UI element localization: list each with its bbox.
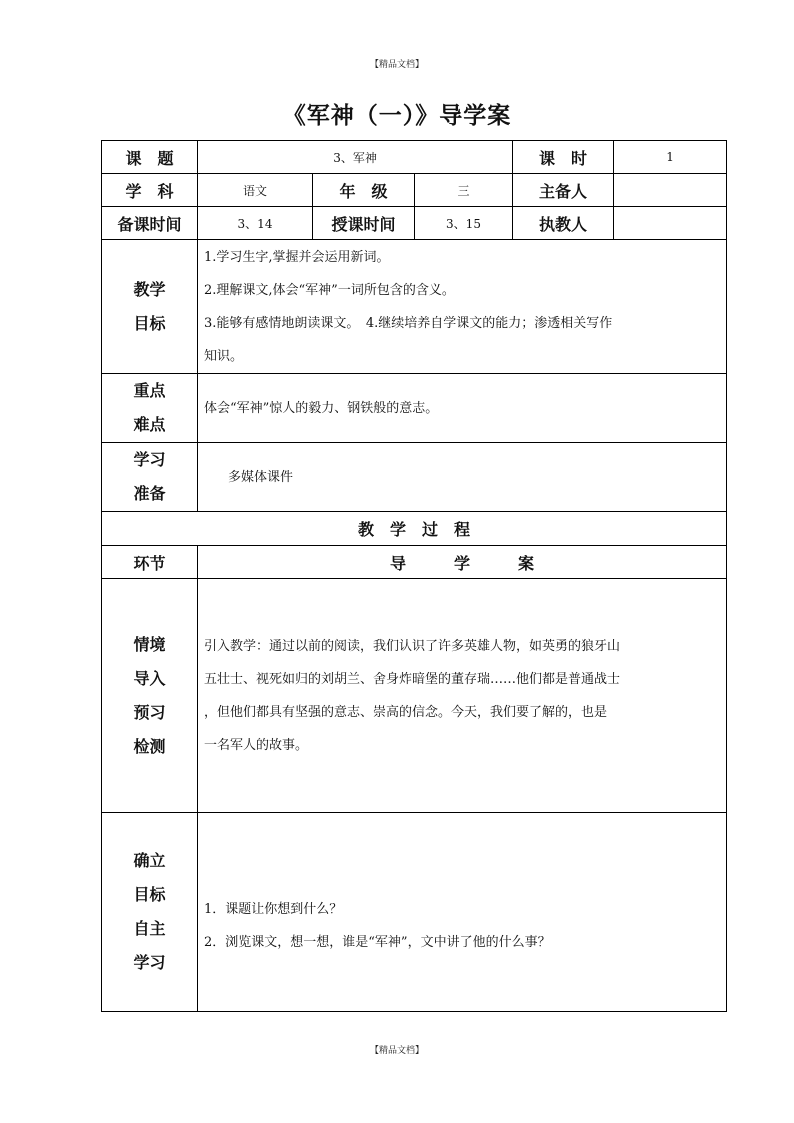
objective-line: 知识。	[204, 348, 244, 364]
period-value: 1	[614, 141, 727, 174]
goals-content	[198, 813, 727, 1012]
intro-label-line: 检测	[133, 736, 166, 756]
teach-time-label: 授课时间	[313, 207, 415, 240]
table-row	[102, 207, 727, 240]
prep-time-value: 3、14	[198, 207, 313, 240]
grade-value: 三	[415, 174, 513, 207]
intro-label-line: 导入	[133, 668, 166, 688]
stage-column-header: 环节	[102, 546, 198, 579]
objectives-content	[198, 240, 727, 374]
prep-time-label: 备课时间	[102, 207, 198, 240]
goal-line: 1．课题让你想到什么？	[204, 902, 343, 917]
intro-line: 一名军人的故事。	[204, 737, 309, 753]
table-row	[102, 240, 727, 374]
table-row	[102, 579, 727, 813]
table-row	[102, 512, 727, 546]
objectives-label-line: 目标	[133, 313, 166, 333]
page-title: 《军神（一）》导学案	[282, 103, 512, 129]
footer-watermark: 【精品文档】	[369, 1046, 424, 1056]
key-points-label	[102, 374, 198, 443]
key-points-content: 体会“军神”惊人的毅力、钢铁般的意志。	[198, 374, 727, 443]
lesson-plan-table	[101, 140, 727, 1012]
preparer-label: 主备人	[513, 174, 614, 207]
table-row	[102, 374, 727, 443]
goals-label-line: 确立	[133, 851, 166, 870]
objective-line: 1.学习生字,掌握并会运用新词。	[204, 249, 390, 265]
goals-label	[102, 813, 198, 1012]
intro-content	[198, 579, 727, 813]
lesson-label: 课 题	[102, 141, 198, 174]
teacher-value	[614, 207, 727, 240]
goals-label-line: 目标	[133, 885, 166, 904]
grade-label: 年 级	[313, 174, 415, 207]
preparation-label-line: 准备	[133, 484, 166, 503]
table-row	[102, 141, 727, 174]
objectives-label	[102, 240, 198, 374]
process-heading: 教 学 过 程	[102, 512, 727, 546]
key-points-label-line: 重点	[133, 381, 166, 400]
preparation-content: 多媒体课件	[198, 443, 727, 512]
preparation-label	[102, 443, 198, 512]
table-row	[102, 174, 727, 207]
intro-label-line: 情境	[133, 634, 166, 654]
teach-time-value: 3、15	[415, 207, 513, 240]
intro-label	[102, 579, 198, 813]
intro-label-line: 预习	[133, 702, 166, 722]
intro-line: ，但他们都具有坚强的意志、崇高的信念。今天，我们要了解的，也是	[204, 704, 608, 720]
goals-label-line: 自主	[133, 919, 166, 938]
intro-line: 五壮士、视死如归的刘胡兰、舍身炸暗堡的董存瑞……他们都是普通战士	[204, 671, 621, 687]
intro-line: 引入教学：通过以前的阅读，我们认识了许多英雄人物，如英勇的狼牙山	[204, 638, 621, 654]
objective-line: 3.能够有感情地朗读课文。 4.继续培养自学课文的能力；渗透相关写作	[204, 315, 613, 331]
period-label: 课 时	[513, 141, 614, 174]
key-points-label-line: 难点	[133, 415, 166, 434]
preparation-label-line: 学习	[133, 450, 166, 469]
lesson-value: 3、军神	[198, 141, 513, 174]
objectives-label-line: 教学	[133, 279, 166, 299]
subject-label: 学 科	[102, 174, 198, 207]
plan-column-header: 导 学 案	[198, 546, 727, 579]
objective-line: 2.理解课文,体会“军神”一词所包含的含义。	[204, 282, 455, 298]
table-row	[102, 546, 727, 579]
table-row	[102, 813, 727, 1012]
preparer-value	[614, 174, 727, 207]
goal-line: 2．浏览课文，想一想，谁是“军神”，文中讲了他的什么事？	[204, 935, 551, 950]
goals-label-line: 学习	[133, 953, 166, 972]
table-row	[102, 443, 727, 512]
teacher-label: 执教人	[513, 207, 614, 240]
subject-value: 语文	[198, 174, 313, 207]
header-watermark: 【精品文档】	[369, 60, 424, 70]
